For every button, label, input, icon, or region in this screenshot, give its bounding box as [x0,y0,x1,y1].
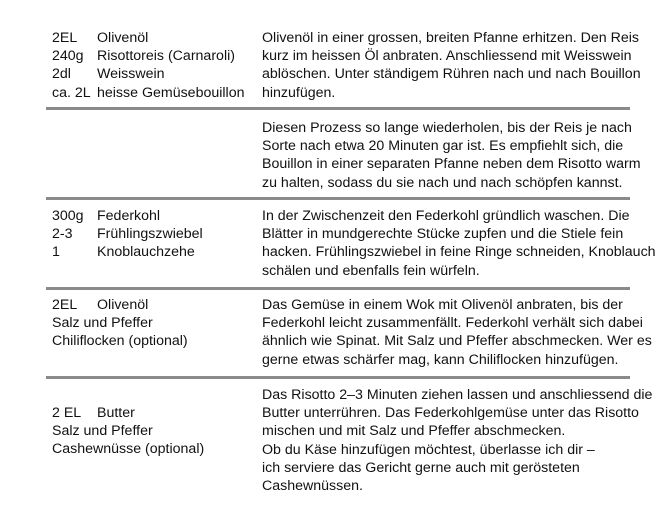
ingredient-quantity: 2EL [52,297,78,313]
instruction-line: ähnlich wie Spinat. Mit Salz und Pfeffer abschmecken. Wer es [262,333,652,350]
instruction-line: Cashewnüssen. [262,477,363,494]
ingredient-item [52,314,252,332]
instruction-line: Federkohl leicht zusammenfällt. Federkohl verhält sich dabei [262,315,643,332]
instruction-line: zu halten, sodass du sie nach und nach schöpfen kannst. [262,174,623,191]
ingredient-name: Chiliflocken (optional) [52,333,188,350]
instruction-line: kurz im heissen Öl anbraten. Anschliessend mit Weisswein [262,48,632,65]
ingredient-item [52,225,252,243]
ingredient-list [52,296,252,351]
instruction-line: Bouillon in einer separaten Pfanne neben dem Risotto warm [262,156,641,173]
instruction-line: schälen und ebenfalls fein würfeln. [262,262,480,279]
instruction-text [262,119,641,192]
ingredient-item [52,47,252,65]
instruction-line: Blätter in mundgerechte Stücke zupfen und die Stiele fein [262,226,624,243]
ingredient-item [52,404,252,422]
section-divider [46,376,630,379]
ingredient-item [52,422,252,440]
ingredient-quantity: 240g [52,48,84,65]
ingredient-name: heisse Gemüsebouillon [97,84,245,101]
instruction-text [262,296,652,369]
instruction-line: Sorte nach etwa 20 Minuten gar ist. Es empfiehlt sich, die [262,138,624,155]
ingredient-item [52,84,252,102]
ingredient-quantity: 2dl [52,66,71,83]
instruction-line: In der Zwischenzeit den Federkohl gründlich waschen. Die [262,208,630,224]
instruction-line: gerne etwas schärfer mag, kann Chiliflocken hinzufügen. [262,351,619,368]
ingredient-quantity: 300g [52,208,84,224]
instruction-line: ich serviere das Gericht gerne auch mit gerösteten [262,459,580,476]
ingredient-name: Butter [97,405,135,421]
ingredient-name: Salz und Pfeffer [52,315,153,332]
instruction-line: Ob du Käse hinzufügen möchtest, überlasse ich dir – [262,441,595,458]
instruction-line: Das Gemüse in einem Wok mit Olivenöl anbraten, bis der [262,297,623,313]
ingredient-item [52,296,252,314]
recipe-step-5 [46,386,653,498]
ingredient-name: Cashewnüsse (optional) [52,441,205,458]
ingredient-item [52,65,252,83]
ingredient-item [52,243,252,261]
recipe-step-2 [46,119,641,195]
ingredient-name: Olivenöl [97,30,149,46]
instruction-text [262,386,653,495]
ingredient-item [52,29,252,47]
instruction-line: Diesen Prozess so lange wiederholen, bis der Reis je nach [262,120,632,136]
ingredient-name: Risottoreis (Carnaroli) [97,48,235,65]
ingredient-quantity: 1 [52,244,60,261]
ingredient-name: Salz und Pfeffer [52,423,153,440]
recipe-step-3 [46,207,656,283]
ingredient-item [52,207,252,225]
ingredient-list [52,404,252,459]
instruction-line: Butter unterrühren. Das Federkohlgemüse unter das Risotto [262,405,639,422]
ingredient-item [52,332,252,350]
ingredient-name: Frühlingszwiebel [97,226,203,243]
instruction-text [262,29,641,102]
ingredient-list [52,207,252,262]
ingredient-quantity: 2-3 [52,226,73,243]
ingredient-name: Knoblauchzehe [97,244,195,261]
instruction-line: Das Risotto 2–3 Minuten ziehen lassen und anschliessend die [262,387,653,403]
instruction-line: ablöschen. Unter ständigem Rühren nach und nach Bouillon [262,66,641,83]
ingredient-quantity: 2 EL [52,405,82,421]
instruction-line: hinzufügen. [262,84,336,101]
section-divider [46,197,630,200]
instruction-text [262,207,656,280]
ingredient-item [52,440,252,458]
instruction-line: hacken. Frühlingszwiebel in feine Ringe schneiden, Knoblauch [262,244,656,261]
section-divider [46,287,630,290]
recipe-step-1 [46,29,641,105]
instruction-line: mischen und mit Salz und Pfeffer abschmecken. [262,423,566,440]
section-divider [46,107,630,110]
ingredient-list [52,29,252,102]
ingredient-quantity: ca. 2L [52,84,91,101]
ingredient-name: Weisswein [97,66,165,83]
ingredient-name: Federkohl [97,208,161,224]
ingredient-quantity: 2EL [52,30,78,46]
instruction-line: Olivenöl in einer grossen, breiten Pfanne erhitzen. Den Reis [262,30,639,46]
recipe-step-4 [46,296,652,372]
ingredient-name: Olivenöl [97,297,149,313]
